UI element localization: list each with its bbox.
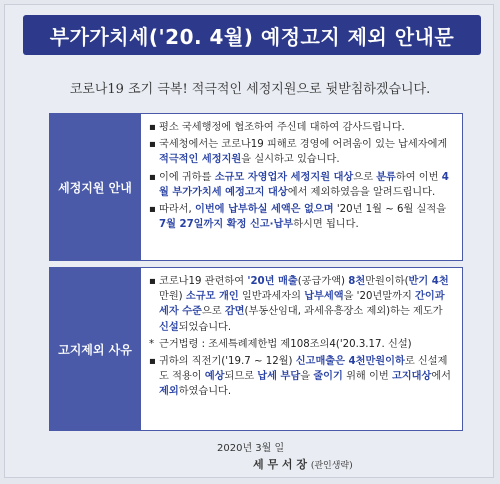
highlight-text: 줄이기: [313, 371, 343, 383]
bullet-icon: ▪: [149, 356, 156, 368]
body-text: 따라서,: [159, 204, 195, 216]
list-item: [149, 337, 454, 352]
list-item: [149, 354, 454, 400]
list-item: [149, 274, 454, 335]
body-text: 을 '20년말까지: [343, 291, 416, 303]
body-text: 평소 국세행정에 협조하여 주신데 대하여 감사드립니다.: [159, 122, 405, 133]
highlight-text: 제외: [159, 386, 179, 398]
body-text: 일반과세자의: [238, 291, 305, 303]
highlight-text: 신설: [159, 321, 179, 333]
section-content: [141, 113, 463, 261]
highlight-text: 분류: [376, 171, 396, 183]
bullet-icon: ▪: [149, 276, 156, 287]
list-item: [149, 120, 454, 135]
slogan: 코로나19 조기 극복! 적극적인 세정지원으로 뒷받침하겠습니다.: [69, 82, 431, 97]
notice-frame: [4, 4, 494, 478]
item-text: [159, 337, 454, 352]
list-item: [149, 137, 454, 167]
highlight-text: 8천: [348, 276, 366, 287]
list-item: [149, 170, 454, 200]
highlight-text: 이번에 납부하실 세액은 없으며: [195, 204, 334, 216]
item-text: [159, 274, 454, 335]
bullet-icon: *: [149, 338, 155, 350]
body-text: 하였습니다.: [178, 386, 232, 398]
highlight-text: 소규모 자영업자 세정지원 대상: [214, 171, 354, 183]
section-exclusion-reason: [49, 267, 463, 431]
highlight-text: 예상: [204, 371, 225, 383]
office-name: 세 무 서 장: [253, 458, 307, 471]
item-text: [159, 170, 454, 200]
item-text: [159, 120, 454, 135]
body-text: 만원이하(: [365, 276, 409, 287]
highlight-text: 고지대상: [391, 371, 432, 383]
item-text: [159, 354, 454, 400]
bullet-icon: ▪: [149, 122, 156, 133]
body-text: '20년 1월 ~ 6월 실적을: [333, 204, 447, 216]
body-text: 되었습니다.: [178, 321, 232, 333]
bullet-icon: ▪: [149, 204, 156, 216]
body-text: 으로: [353, 171, 377, 183]
highlight-text: 신고매출은 4천만원이하: [295, 356, 405, 368]
body-text: 이에 귀하를: [159, 171, 215, 183]
item-text: [159, 202, 454, 232]
issue-date: 2020년 3월 일: [217, 443, 285, 454]
highlight-text: 감면: [224, 306, 245, 318]
section-label: 세정지원 안내: [49, 113, 141, 261]
body-text: 위해 이번: [342, 371, 392, 383]
highlight-text: 반기 4천: [408, 276, 449, 287]
body-text: 되므로: [224, 371, 258, 383]
office-seal-note: (관인생략): [310, 461, 353, 471]
signature: [253, 456, 353, 472]
highlight-text: 간이과세자 수준: [159, 291, 445, 318]
body-text: 하시면 됩니다.: [293, 219, 359, 231]
body-text: 코로나19 관련하여: [159, 276, 248, 287]
highlight-text: 4월 부가가치세 예정고지 대상: [159, 171, 449, 198]
body-text: 근거법령 : 조세특례제한법 제108조의4('20.3.17. 신설): [159, 338, 412, 350]
highlight-text: 적극적인 세정지원: [159, 154, 242, 166]
body-text: 로 신설제도 적용이: [159, 356, 448, 383]
bullet-icon: ▪: [149, 171, 156, 183]
highlight-text: 납부세액: [304, 291, 344, 303]
body-text: (공급가액): [297, 276, 349, 287]
body-text: 으로: [201, 306, 225, 318]
body-text: 국세청에서는 코로나19 피해로 경영에 어려움이 있는 납세자에게: [159, 139, 448, 151]
highlight-text: 7월 27일까지 확정 신고·납부: [159, 219, 294, 231]
highlight-text: '20년 매출: [247, 276, 298, 287]
highlight-text: 납세 부담: [257, 371, 301, 383]
body-text: 에서 제외하였음을 알려드립니다.: [287, 186, 436, 198]
body-text: 을 실시하고 있습니다.: [241, 154, 340, 166]
list-item: [149, 202, 454, 232]
section-label: 고지제외 사유: [49, 267, 141, 431]
section-tax-support: [49, 113, 463, 261]
bullet-icon: ▪: [149, 139, 156, 151]
section-content: [141, 267, 463, 431]
notice-title: 부가가치세('20. 4월) 예정고지 제외 안내문: [23, 15, 481, 55]
body-text: 을: [300, 371, 314, 383]
body-text: 만원): [159, 291, 186, 303]
highlight-text: 소규모 개인: [185, 291, 239, 303]
body-text: 하여 이번: [395, 171, 442, 183]
item-text: [159, 137, 454, 167]
body-text: 에서: [431, 371, 451, 383]
body-text: (부동산임대, 과세유흥장소 제외)하는 제도가: [244, 306, 443, 318]
body-text: 귀하의 직전기('19.7 ~ 12월): [159, 356, 296, 368]
